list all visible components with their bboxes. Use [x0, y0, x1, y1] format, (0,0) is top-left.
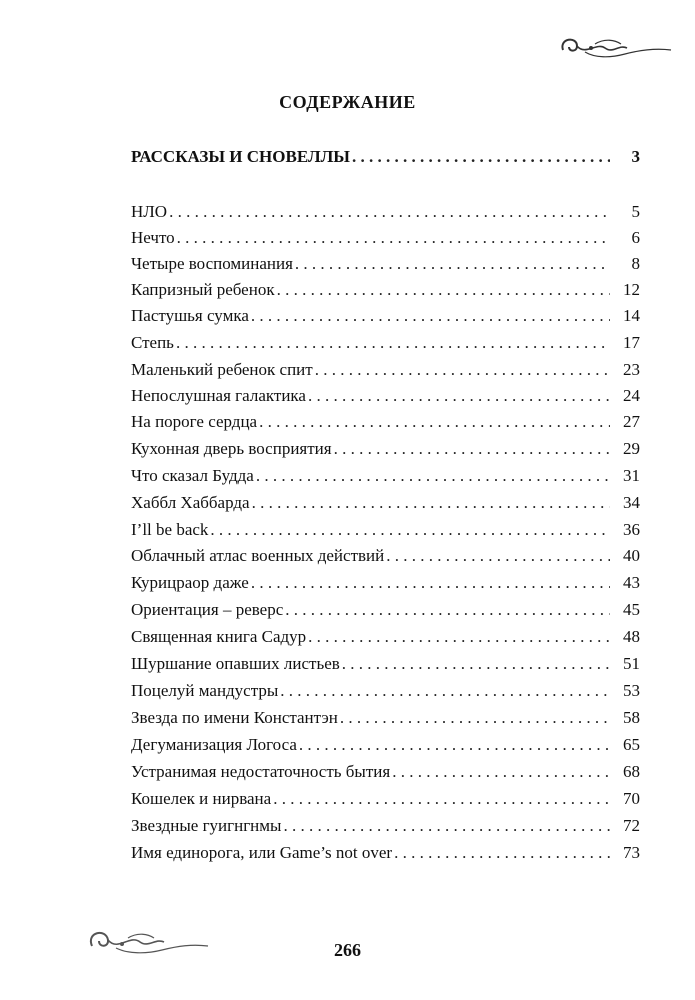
toc-entry-label: Четыре воспоминания	[131, 254, 293, 273]
dot-leader	[251, 573, 610, 593]
toc-entry	[131, 254, 640, 276]
toc-entry-page: 73	[623, 843, 640, 862]
toc-entry	[131, 654, 640, 676]
toc-entry-label: Звезда по имени Константэн	[131, 708, 338, 727]
toc-entry-page: 12	[623, 280, 640, 299]
toc-entry	[131, 681, 640, 703]
toc-entry-page: 36	[623, 520, 640, 539]
toc-entry	[131, 280, 640, 302]
toc-entry-page: 70	[623, 789, 640, 808]
toc-entry-page: 53	[623, 681, 640, 700]
dot-leader	[210, 520, 610, 540]
dot-leader	[256, 466, 610, 486]
toc-entry-label: Дегуманизация Логоса	[131, 735, 297, 754]
dot-leader	[386, 546, 610, 566]
page-title: СОДЕРЖАНИЕ	[279, 92, 416, 112]
dot-leader	[259, 412, 610, 432]
toc-section-label: РАССКАЗЫ И СНОВЕЛЛЫ	[131, 147, 350, 166]
toc-entry-label: Степь	[131, 333, 174, 352]
toc-entry-page: 34	[623, 493, 640, 512]
toc-entry	[131, 333, 640, 355]
dot-leader	[308, 386, 610, 406]
toc-entry-page: 14	[623, 306, 640, 325]
toc-entry-page: 5	[631, 202, 640, 221]
dot-leader	[283, 816, 610, 836]
toc-entry-page: 48	[623, 627, 640, 646]
dot-leader	[285, 600, 610, 620]
toc-entry-page: 40	[623, 546, 640, 565]
toc-entry-page: 45	[623, 600, 640, 619]
dot-leader	[315, 360, 610, 380]
toc-entry-page: 31	[623, 466, 640, 485]
toc-entry-page: 58	[623, 708, 640, 727]
toc-entry-label: Нечто	[131, 228, 175, 247]
toc-entry-label: Пастушья сумка	[131, 306, 249, 325]
toc-entry	[131, 816, 640, 838]
toc-entry	[131, 439, 640, 461]
dot-leader	[177, 228, 610, 248]
dot-leader	[251, 306, 610, 326]
toc-entry-label: На пороге сердца	[131, 412, 258, 431]
toc-entry	[131, 708, 640, 730]
toc-entry-page: 51	[623, 654, 640, 673]
toc-entry	[131, 360, 640, 382]
dot-leader	[277, 280, 610, 300]
toc-entry	[131, 466, 640, 488]
toc-entry-page: 43	[623, 573, 640, 592]
dot-leader	[392, 762, 610, 782]
toc-entry-label: Имя единорога, или Game’s not over	[131, 843, 393, 862]
toc-entry	[131, 735, 640, 757]
toc-entry	[131, 520, 640, 542]
dot-leader	[308, 627, 610, 647]
toc-entry-page: 6	[631, 228, 640, 247]
dot-leader	[334, 439, 610, 459]
toc-entry-label: Маленький ребенок спит	[131, 360, 313, 379]
toc-entry-page: 68	[623, 762, 640, 781]
dot-leader	[252, 493, 610, 513]
dot-leader	[340, 708, 610, 728]
toc-entry-label: Поцелуй мандустры	[131, 681, 279, 700]
toc-entry-label: Кошелек и нирвана	[131, 789, 272, 808]
dot-leader	[273, 789, 610, 809]
dot-leader	[299, 735, 610, 755]
toc-entry-label: Устранимая недостаточность бытия	[131, 762, 391, 781]
toc-entry-label: Облачный атлас военных действий	[131, 546, 385, 565]
toc-entry-label: I’ll be back	[131, 520, 209, 539]
toc-entry-page: 24	[623, 386, 640, 405]
toc-entry-label: Хаббл Хаббарда	[131, 493, 250, 512]
toc-entry-page: 8	[631, 254, 640, 273]
dot-leader	[352, 147, 610, 167]
flourish-ornament-icon	[555, 28, 675, 68]
toc-entry-page: 72	[623, 816, 640, 835]
toc-entry	[131, 762, 640, 784]
toc-entry-page: 29	[623, 439, 640, 458]
dot-leader	[169, 202, 610, 222]
toc-entry	[131, 573, 640, 595]
dot-leader	[295, 254, 610, 274]
dot-leader	[394, 843, 610, 863]
toc-entry	[131, 843, 640, 865]
toc-entry-label: Кухонная дверь восприятия	[131, 439, 332, 458]
toc-entry-label: Что сказал Будда	[131, 466, 254, 485]
dot-leader	[280, 681, 610, 701]
toc-entry	[131, 546, 640, 568]
toc-entry-label: Звездные гуигнгнмы	[131, 816, 282, 835]
toc-entry	[131, 228, 640, 250]
toc-entry-page: 17	[623, 333, 640, 352]
toc-entry-label: Священная книга Садур	[131, 627, 307, 646]
dot-leader	[176, 333, 610, 353]
toc-entry-label: Курицраор даже	[131, 573, 249, 592]
toc-entry	[131, 789, 640, 811]
toc-entry-label: НЛО	[131, 202, 168, 221]
toc-entry	[131, 386, 640, 408]
toc-entry-page: 65	[623, 735, 640, 754]
toc-entry	[131, 627, 640, 649]
toc-entry-label: Непослушная галактика	[131, 386, 306, 405]
toc-entry-label: Капризный ребенок	[131, 280, 275, 299]
toc-entry-page: 23	[623, 360, 640, 379]
toc-entry-label: Ориентация – реверс	[131, 600, 284, 619]
toc-entry	[131, 202, 640, 224]
toc-entry	[131, 412, 640, 434]
dot-leader	[342, 654, 610, 674]
toc-entry-page: 27	[623, 412, 640, 431]
toc-entry-label: Шуршание опавших листьев	[131, 654, 340, 673]
page-number: 266	[334, 940, 361, 960]
toc-entry	[131, 600, 640, 622]
toc-entry	[131, 493, 640, 515]
toc-section-entry	[131, 147, 640, 169]
toc-entry	[131, 306, 640, 328]
toc-section-page: 3	[631, 147, 640, 166]
